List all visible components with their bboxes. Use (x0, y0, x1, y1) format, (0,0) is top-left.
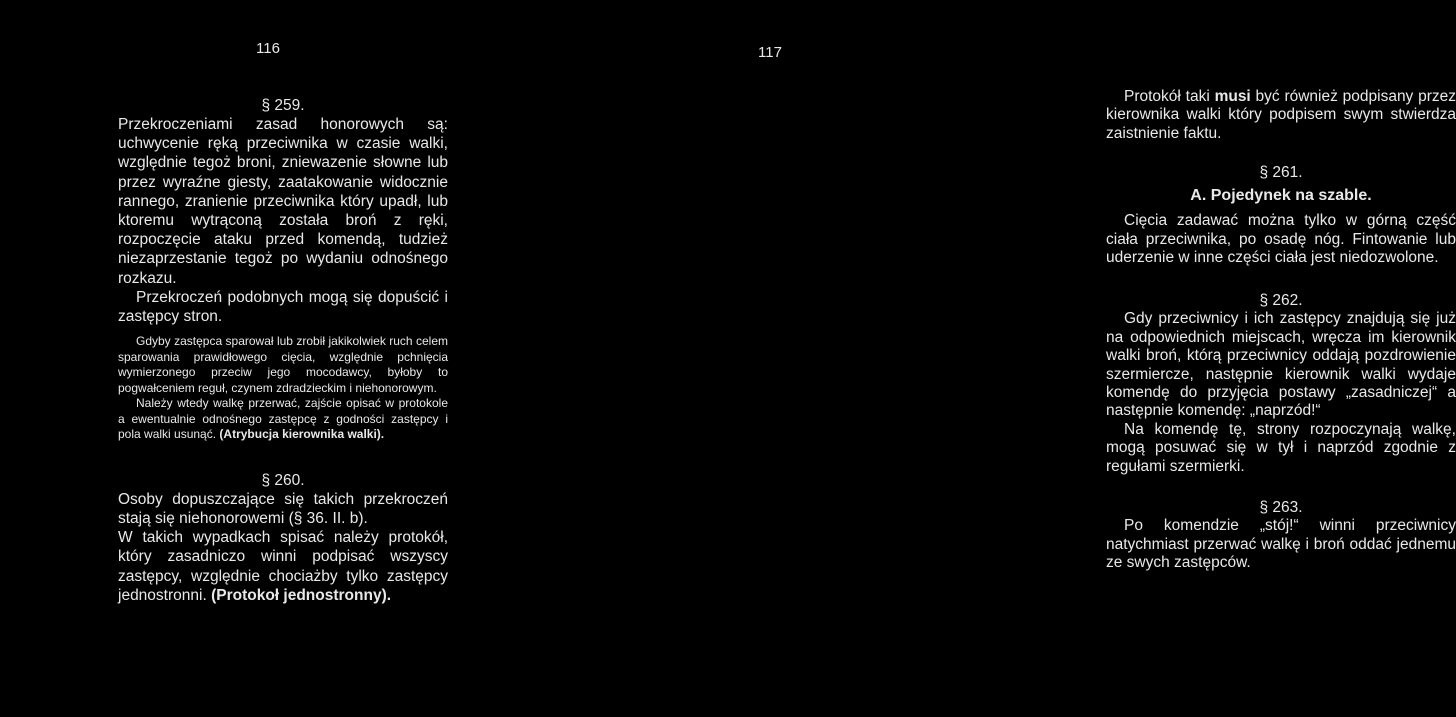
paragraph-protocol-c: być również podpisany przez kierownika walki który podpisem swym stwierdza zaistnienie faktu. (1106, 88, 1456, 142)
section-heading-261: § 261. (1259, 164, 1303, 182)
paragraph-protocol (1106, 88, 1456, 143)
paragraph-protocol-bold: musi (1214, 88, 1251, 105)
paragraph-259-2: Przekroczeń podobnych mogą się dopuścić i zastępcy stron. (118, 288, 448, 326)
section-title-261: A. Pojedynek na szable. (1190, 187, 1372, 205)
paragraph-263: Po komendzie „stój!“ winni przeciwnicy natychmiast przerwać walkę i broń oddać jednemu ze swych zastępców. (1106, 517, 1456, 571)
note-259-1: Gdyby zastępca sparował lub zrobił jakikolwiek ruch celem sparowania prawidłowego cięcia, względnie pchnięcia wymierzonego przeciw jego mocodawcy, byłoby to pogwałceniem reguł, czynem zdradzieckim i niehonorowym. (118, 334, 448, 395)
paragraph-260-2-text: W takich wypadkach spisać należy protokół, który zasadniczo winni podpisać wszyscy zastępcy, względnie chociażby tylko zastępcy jednostronni. (118, 529, 448, 604)
paragraph-261: Cięcia zadawać można tylko w górną część ciała przeciwnika, po osadę nóg. Fintowanie lub uderzenie w inne części ciała jest niedozwolone. (1106, 212, 1456, 267)
section-heading-259: § 259. (261, 97, 305, 114)
paragraph-260-1: Osoby dopuszczające się takich przekroczeń stają się niehonorowemi (§ 36. II. b). (118, 490, 448, 527)
right-text-column (1106, 88, 1456, 572)
section-heading-262: § 262. (1259, 292, 1303, 310)
left-page (0, 0, 512, 717)
paragraph-260-2-bold: (Protokoł jednostronny). (211, 586, 392, 604)
paragraph-259-1: Przekroczeniami zasad honorowych są: uchwycenie ręką przeciwnika w czasie walki, względnie tegoż broni, zniewazenie słowne lub przez wyraźne giesty, zaatakowanie widocznie rannego, zranienie przeciwnika który upadł, lub ktoremu wytrąconą została broń z ręki, rozpoczęcie ataku przed komendą, tudzież niezaprzestanie tegoż po wydaniu odnośnego rozkazu. (118, 116, 448, 287)
paragraph-protocol-a: Protokół taki (1124, 88, 1210, 105)
page-number: 116 (256, 40, 280, 57)
section-heading-260: § 260. (261, 471, 305, 489)
left-text-column (118, 96, 448, 605)
page-number: 117 (758, 44, 782, 61)
section-heading-263: § 263. (1259, 499, 1303, 517)
note-259-2-text: Należy wtedy walkę przerwać, zajście opisać w protokole a ewentualnie odnośnego zastępcę z godności zastępcy i pola walki usunąć. (118, 396, 448, 442)
paragraph-262-2: Na komendę tę, strony rozpoczynają walkę, mogą posuwać się w tył i naprzód zgodnie z regułami szermierki. (1106, 420, 1456, 475)
paragraph-262-1: Gdy przeciwnicy i ich zastępcy znajdują się już na odpowiednich miejscach, wręcza im kierownik walki broń, którą przeciwnicy oddają pozdrowienie szermiercze, następnie kierownik walki wydaje komendę do przyjęcia postawy „zasadniczej“ a następnie komendę: „naprzód!“ (1106, 310, 1456, 420)
note-259-2 (118, 396, 448, 443)
note-259-2-bold: (Atrybucja kierownika walki). (219, 427, 385, 442)
right-page (512, 0, 1456, 717)
paragraph-260-2 (118, 528, 448, 605)
